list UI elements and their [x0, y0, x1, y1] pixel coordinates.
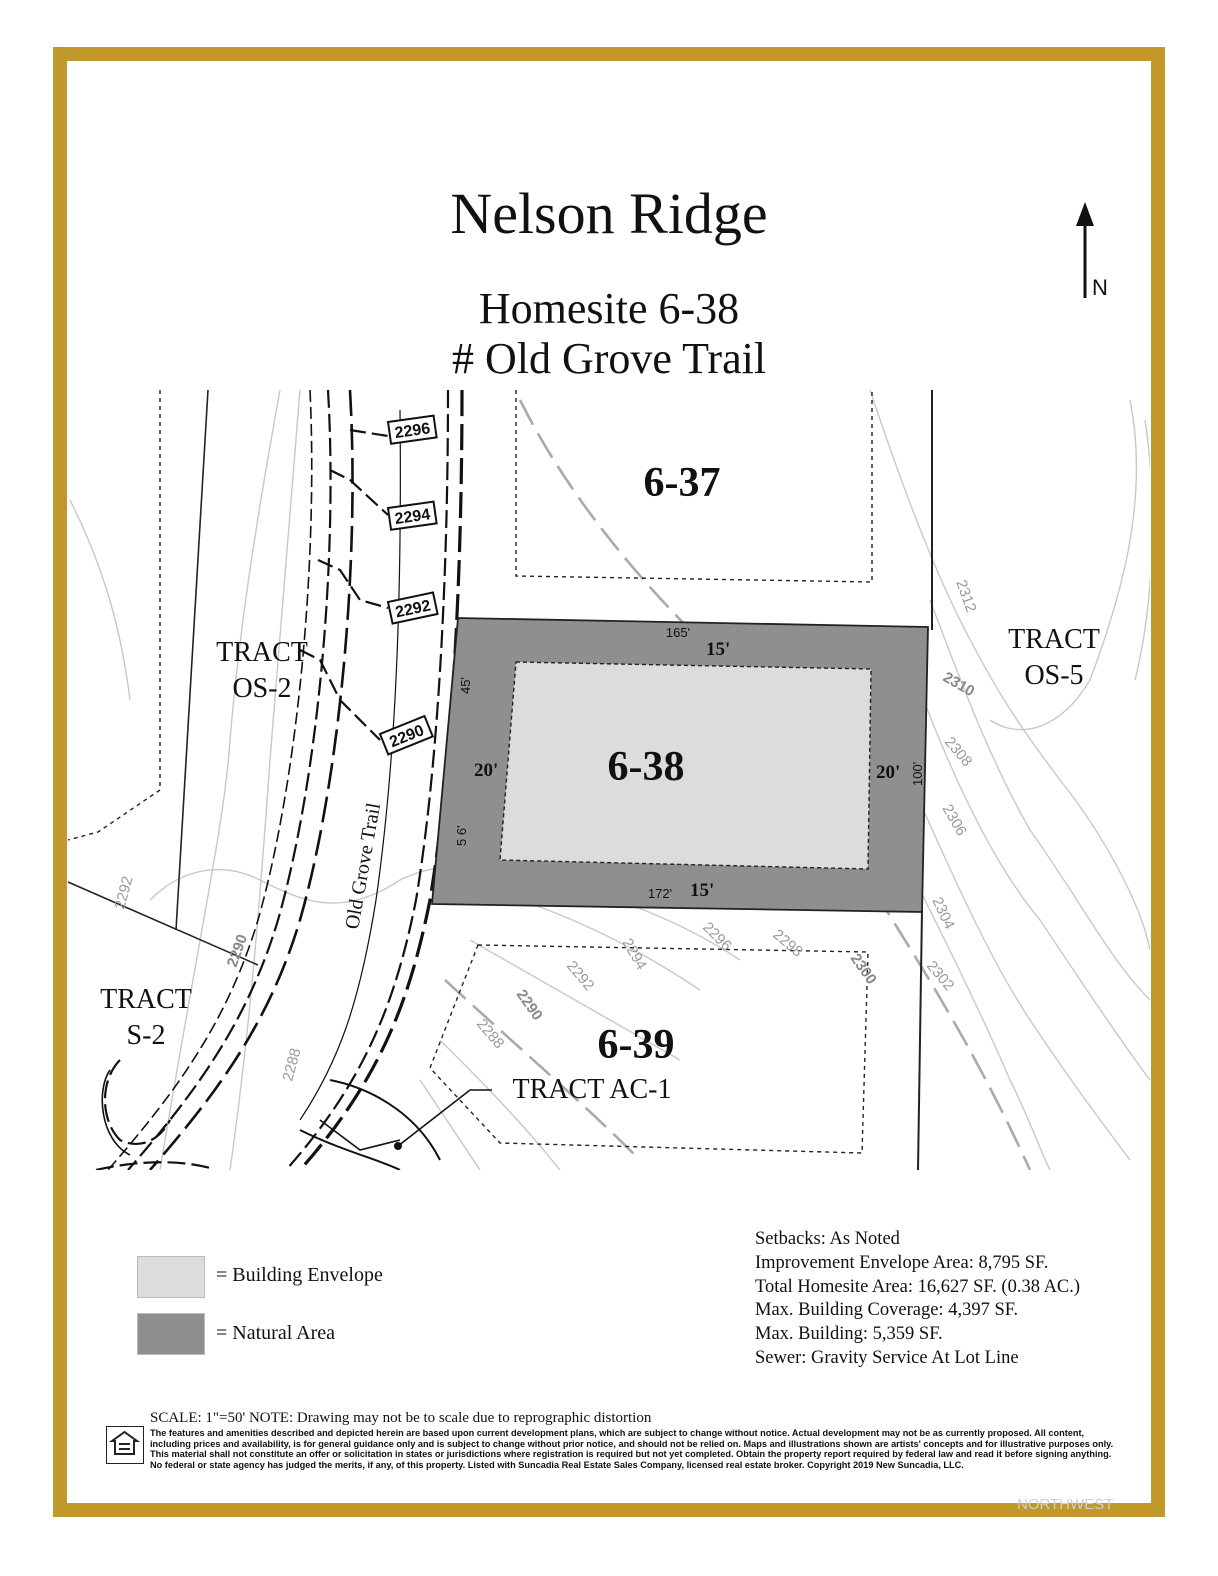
contour-label: 2290: [223, 932, 252, 970]
legend-envelope-swatch: [137, 1256, 205, 1298]
tract-ac1-label: TRACT AC-1: [512, 1074, 672, 1105]
lot-label-6-38: 6-38: [607, 744, 685, 790]
property-line: [176, 390, 208, 930]
contour-label: 2310: [940, 668, 978, 701]
dimension-label: 5 6': [454, 825, 469, 846]
legend-natural-swatch: [137, 1313, 205, 1355]
setback-label: 20': [474, 760, 499, 781]
contour-label: 2304: [928, 894, 958, 932]
driveway-lines: [300, 430, 388, 740]
property-line: [918, 910, 922, 1170]
contour-label: 2288: [279, 1046, 305, 1084]
watermark: NORTHWEST: [1017, 1496, 1114, 1513]
stat-line: Max. Building: 5,359 SF.: [755, 1324, 943, 1345]
homesite-stats: [755, 1228, 1080, 1371]
address-tags: [380, 416, 438, 755]
lot-label-6-39: 6-39: [597, 1022, 675, 1068]
road-name-label: Old Grove Trail: [341, 801, 386, 931]
contour-label: 2308: [940, 733, 976, 771]
community-title: Nelson Ridge: [450, 181, 768, 246]
address-tag: 2294: [393, 506, 432, 529]
dimension-label: 172': [647, 886, 673, 901]
stat-line: Max. Building Coverage: 4,397 SF.: [755, 1300, 1019, 1321]
setback-label: 15': [706, 639, 731, 660]
contour-label: 2298: [769, 926, 806, 961]
stat-line: Setbacks: As Noted: [755, 1229, 900, 1249]
tract-os2-label: TRACT: [216, 637, 308, 668]
address-tag: 2296: [393, 420, 432, 443]
contour-label: 2300: [846, 950, 880, 988]
contour-label: 2302: [922, 957, 958, 995]
homesite-title: Homesite 6-38: [478, 284, 740, 333]
contour-label: 2296: [699, 918, 735, 955]
legend-envelope-label: = Building Envelope: [216, 1264, 383, 1286]
setback-label: 15': [690, 880, 715, 901]
street-title: # Old Grove Trail: [451, 334, 767, 383]
lot-label-6-37: 6-37: [643, 460, 721, 506]
stat-line: Total Homesite Area: 16,627 SF. (0.38 AC.): [755, 1276, 1081, 1297]
stat-line: Improvement Envelope Area: 8,795 SF.: [755, 1252, 1049, 1273]
north-label: N: [1092, 275, 1108, 300]
contour-label: 2290: [512, 986, 546, 1024]
tract-s2-label: TRACT: [100, 984, 192, 1015]
tract-os5-label: OS-5: [1024, 660, 1084, 691]
contour-label: 2294: [618, 935, 650, 973]
address-tag: 2292: [393, 597, 433, 622]
tract-os2-label: OS-2: [232, 673, 292, 704]
scale-note: SCALE: 1"=50' NOTE: Drawing may not be to scale due to reprographic distortion: [150, 1410, 652, 1426]
legend-natural-label: = Natural Area: [216, 1322, 336, 1344]
contour-label: 2306: [938, 801, 970, 839]
address-tag: 2290: [387, 722, 427, 752]
dimension-label: 165': [665, 625, 691, 640]
tract-os5-label: TRACT: [1008, 624, 1100, 655]
contour-label: 2292: [111, 874, 137, 912]
dimension-label: 100': [910, 761, 925, 786]
contour-label: 2292: [562, 957, 598, 995]
stat-line: Sewer: Gravity Service At Lot Line: [755, 1347, 1019, 1368]
dimension-label: 45': [458, 677, 473, 694]
contour-label: 2312: [952, 577, 980, 615]
tract-s2-label: S-2: [126, 1020, 166, 1051]
contour-label: 2288: [472, 1015, 508, 1053]
legal-disclaimer: The features and amenities described and depicted herein are based upon current development plans, which are subject to change without notice. Actual development may not be as currently proposed. All content, including prices and availability, is for general guidance only and is subject to change without prior notice, and should not be relied on. Maps and illustrations shown are artists' concepts and for illustrative purposes only. This material shall not constitute an offer or solicitation in states or jurisdictions where registration is required but not yet completed. Obtain the property report required by federal law and read it before signing anything. No federal or state agency has judged the merits, if any, of this property. Listed with Suncadia Real Estate Sales Company, licensed real estate broker. Copyright 2019 New Suncadia, LLC.: [150, 1428, 1114, 1470]
setback-label: 20': [876, 762, 901, 783]
building-envelope: [500, 662, 871, 869]
equal-housing-icon: [106, 1426, 144, 1464]
